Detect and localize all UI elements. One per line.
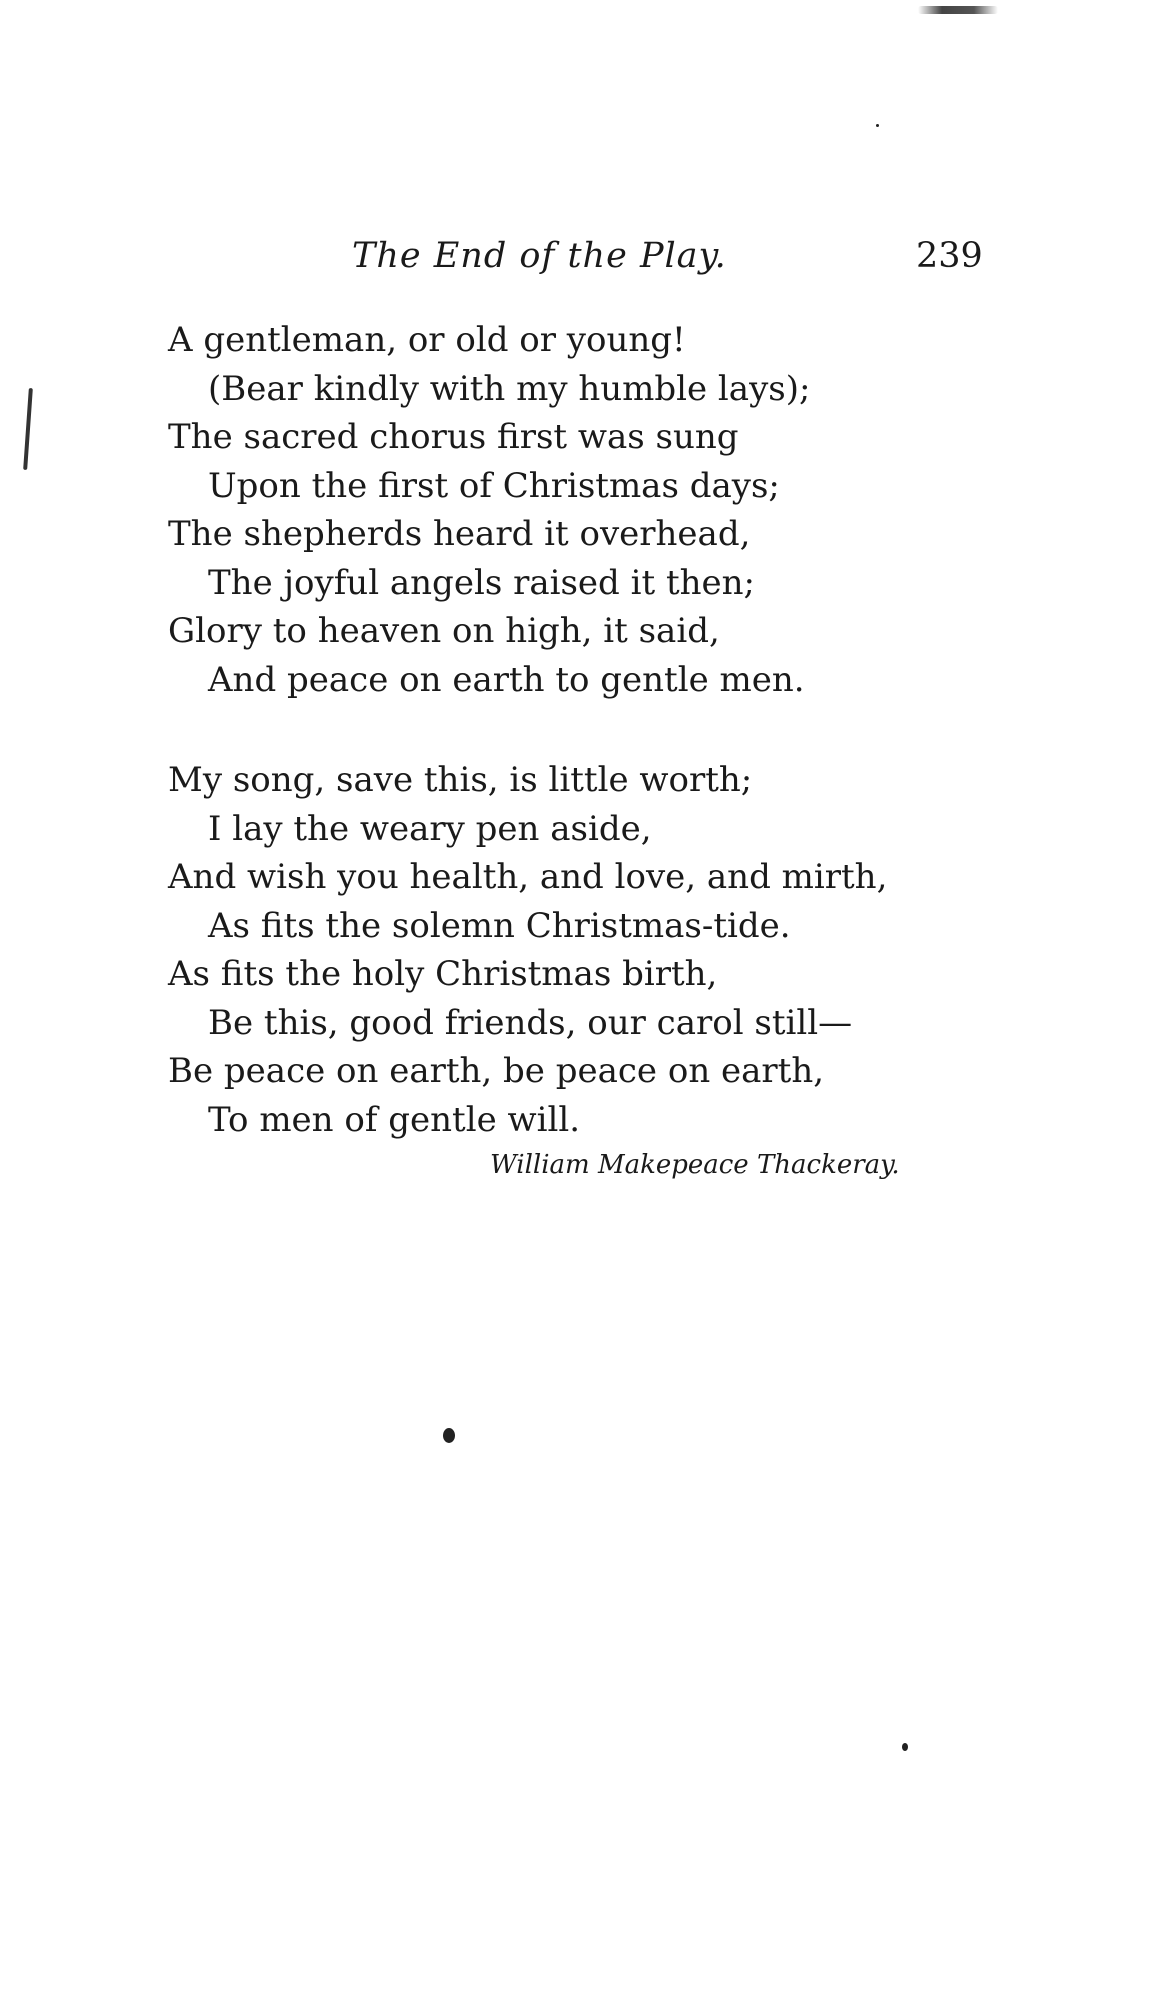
- margin-mark: [23, 388, 33, 470]
- poem-line: Be peace on earth, be peace on earth,: [168, 1051, 825, 1091]
- poem-line: Upon the first of Christmas days;: [208, 465, 780, 506]
- page-number: 239: [916, 236, 983, 276]
- poem-line: The shepherds heard it overhead,: [168, 514, 751, 554]
- poem-line: (Bear kindly with my humble lays);: [208, 368, 811, 409]
- poem-line: Glory to heaven on high, it said,: [168, 611, 720, 651]
- poem-line: The joyful angels raised it then;: [208, 562, 755, 603]
- poem-line: A gentleman, or old or young!: [168, 320, 686, 360]
- poem-line: As fits the holy Christmas birth,: [168, 954, 718, 994]
- poem-line: And peace on earth to gentle men.: [208, 659, 805, 700]
- poem-line: To men of gentle will.: [208, 1099, 581, 1140]
- poem-attribution: William Makepeace Thackeray.: [490, 1150, 900, 1180]
- scan-smudge: [918, 6, 998, 14]
- running-head: [0, 236, 1174, 286]
- poem: [168, 316, 1068, 1196]
- poem-line: And wish you health, and love, and mirth,: [168, 857, 888, 897]
- poem-line: I lay the weary pen aside,: [208, 808, 652, 849]
- poem-line: My song, save this, is little worth;: [168, 760, 753, 800]
- stanza-1: [168, 316, 1068, 704]
- poem-line: As fits the solemn Christmas-tide.: [208, 905, 791, 946]
- ink-speck: [443, 1428, 455, 1443]
- stanza-2: [168, 756, 1068, 1144]
- ink-speck: [902, 1743, 908, 1751]
- poem-line: The sacred chorus first was sung: [168, 417, 739, 457]
- poem-line: Be this, good friends, our carol still—: [208, 1002, 853, 1043]
- ink-speck: [876, 124, 879, 127]
- running-title: The End of the Play.: [352, 236, 727, 276]
